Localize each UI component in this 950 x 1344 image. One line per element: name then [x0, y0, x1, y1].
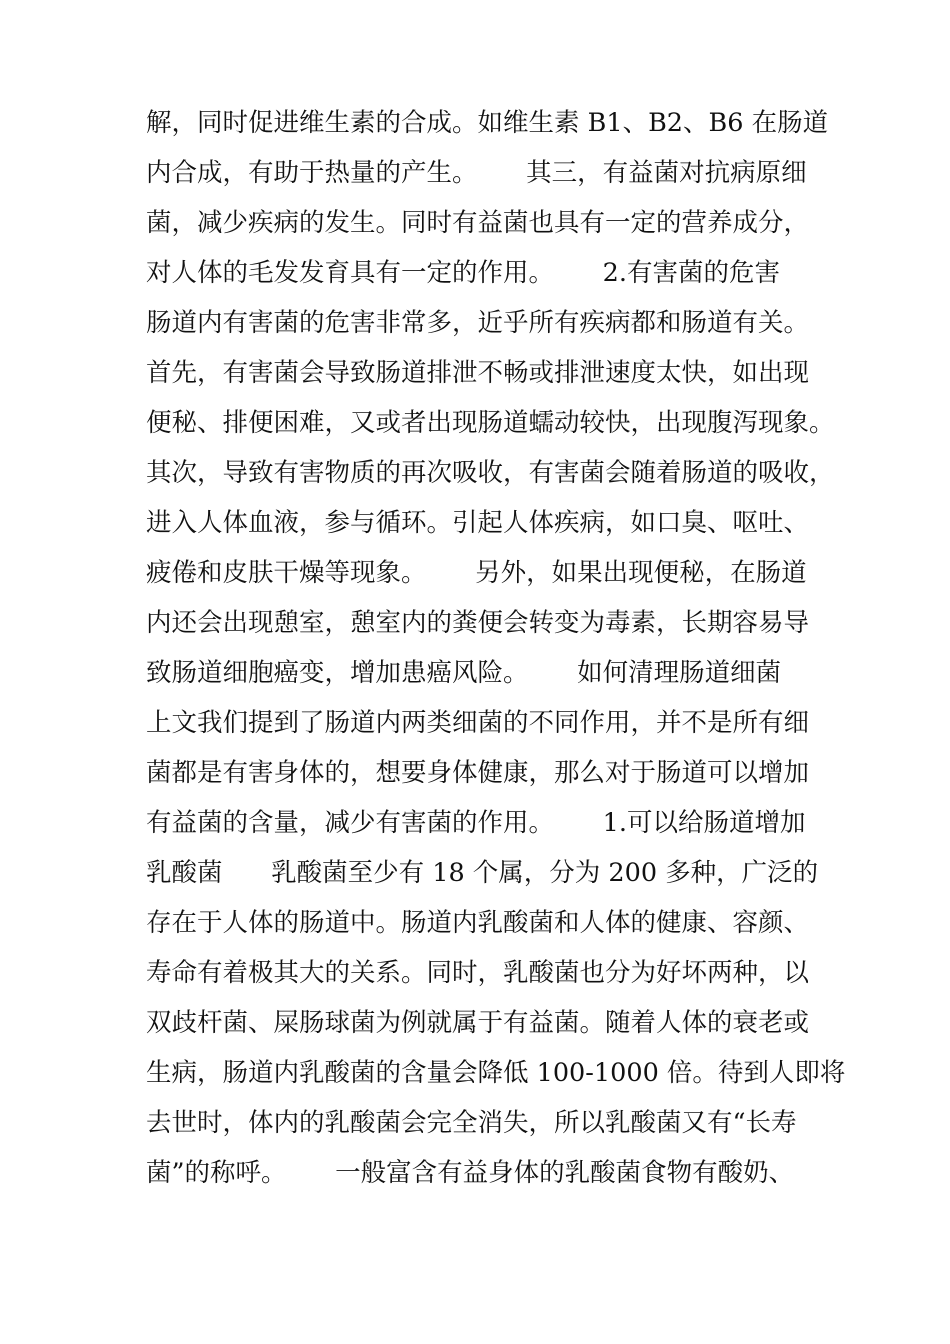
text-line: 对人体的毛发发育具有一定的作用。 2.有害菌的危害	[146, 258, 780, 288]
text-line: 首先，有害菌会导致肠道排泄不畅或排泄速度太快，如出现	[146, 358, 810, 388]
text-line: 双歧杆菌、屎肠球菌为例就属于有益菌。随着人体的衰老或	[146, 1008, 810, 1038]
text-line: 上文我们提到了肠道内两类细菌的不同作用，并不是所有细	[146, 708, 810, 738]
text-line: 生病，肠道内乳酸菌的含量会降低 100-1000 倍。待到人即将	[146, 1058, 846, 1088]
text-line: 内合成，有助于热量的产生。 其三，有益菌对抗病原细	[146, 158, 807, 188]
text-line: 肠道内有害菌的危害非常多，近乎所有疾病都和肠道有关。	[146, 308, 810, 338]
text-line: 便秘、排便困难，又或者出现肠道蠕动较快，出现腹泻现象。	[146, 408, 835, 438]
text-line: 乳酸菌 乳酸菌至少有 18 个属，分为 200 多种，广泛的	[146, 858, 819, 888]
text-line: 解，同时促进维生素的合成。如维生素 B1、B2、B6 在肠道	[146, 108, 829, 138]
text-line: 疲倦和皮肤干燥等现象。 另外，如果出现便秘，在肠道	[146, 558, 807, 588]
text-line: 存在于人体的肠道中。肠道内乳酸菌和人体的健康、容颜、	[146, 908, 810, 938]
text-line: 内还会出现憩室，憩室内的粪便会转变为毒素，长期容易导	[146, 608, 810, 638]
text-line: 有益菌的含量，减少有害菌的作用。 1.可以给肠道增加	[146, 808, 806, 838]
text-line: 其次，导致有害物质的再次吸收，有害菌会随着肠道的吸收，	[146, 458, 835, 488]
text-line: 致肠道细胞癌变，增加患癌风险。 如何清理肠道细菌	[146, 658, 782, 688]
text-line: 寿命有着极其大的关系。同时，乳酸菌也分为好坏两种，以	[146, 958, 810, 988]
text-line: 进入人体血液，参与循环。引起人体疾病，如口臭、呕吐、	[146, 508, 810, 538]
body-text	[146, 98, 846, 1198]
text-line: 菌都是有害身体的，想要身体健康，那么对于肠道可以增加	[146, 758, 810, 788]
text-line: 去世时，体内的乳酸菌会完全消失，所以乳酸菌又有“长寿	[146, 1108, 797, 1138]
text-line: 菌”的称呼。 一般富含有益身体的乳酸菌食物有酸奶、	[146, 1158, 795, 1188]
text-line: 菌，减少疾病的发生。同时有益菌也具有一定的营养成分，	[146, 208, 810, 238]
